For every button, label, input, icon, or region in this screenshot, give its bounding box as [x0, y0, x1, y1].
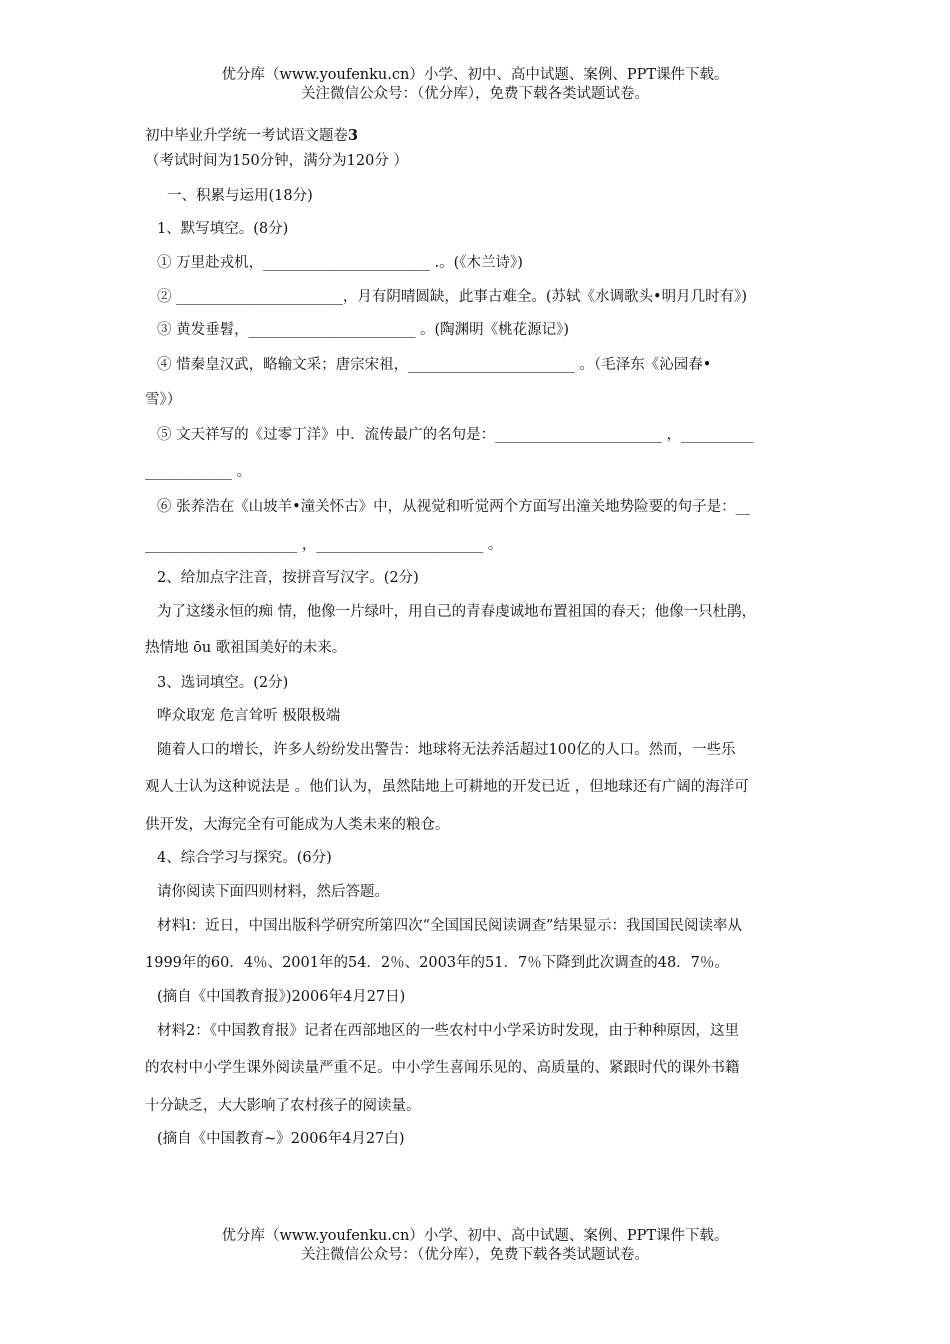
doc-title-text: 初中毕业升学统一考试语文题卷 [145, 128, 348, 144]
q1-heading: 1、默写填空。(8分) [157, 221, 289, 237]
q4-material-2-source: (摘自《中国教育~》2006年4月27白) [157, 1131, 405, 1147]
q4-material-1-source: (摘自《中国教育报》)2006年4月27日) [157, 989, 406, 1005]
q4-intro: 请你阅读下面四则材料，然后答题。 [157, 884, 389, 900]
q3-line-2: 观人士认为这种说法是 。他们认为，虽然陆地上可耕地的开发已近 ，但地球还有广阔的海洋可 [145, 779, 749, 795]
q4-heading: 4、综合学习与探究。(6分) [157, 850, 332, 866]
q2-line-2: 热情地 ōu 歌祖国美好的未来。 [145, 640, 347, 656]
q2-heading: 2、给加点字注音，按拼音写汉字。(2分) [157, 570, 419, 586]
q4-material-1a: 材料l：近日，中国出版科学研究所第四次“全国国民阅读调查”结果显示：我国国民阅读率从 [157, 918, 742, 934]
q3-heading: 3、选词填空。(2分) [157, 675, 289, 691]
q4-material-1b: 1999年的60．4％、2001年的54．2％、2003年的51．7％下降到此次调查的48．7％。 [145, 955, 729, 971]
header-line-2: 关注微信公众号：（优分库），免费下载各类试题试卷。 [301, 86, 649, 102]
footer-line-1: 优分库（www.youfenku.cn）小学、初中、高中试题、案例、PPT课件下载。 [221, 1228, 729, 1244]
header-line-1: 优分库（www.youfenku.cn）小学、初中、高中试题、案例、PPT课件下载。 [221, 67, 729, 83]
exam-info: （考试时间为150分钟，满分为120分 ） [145, 153, 408, 169]
q1-line-5a: ⑤ 文天祥写的《过零丁洋》中．流传最广的名句是：_______________________ ，__________ [157, 427, 754, 443]
q1-line-4a: ④ 惜秦皇汉武，略输文采；唐宗宋祖，_______________________ 。（毛泽东《沁园春• [157, 357, 712, 373]
q4-material-2a: 材料2：《中国教育报》记者在西部地区的一些农村中小学采访时发现，由于种种原因，这里 [157, 1023, 739, 1039]
q4-material-2b: 的农村中小学生课外阅读量严重不足。中小学生喜闻乐见的、高质量的、紧跟时代的课外书籍 [145, 1060, 740, 1076]
doc-title-number: 3 [348, 127, 359, 144]
q1-line-4b: 雪》） [145, 392, 182, 408]
doc-title [145, 126, 358, 146]
q4-material-2c: 十分缺乏，大大影响了农村孩子的阅读量。 [145, 1098, 421, 1114]
q1-line-2: ② _______________________，月有阴晴圆缺，此事古难全。(苏轼《水调歌头•明月几时有》) [157, 289, 747, 305]
section-1-heading: 一、积累与运用(18分) [167, 188, 313, 204]
q2-line-1: 为了这缕永恒的痴 情，他像一片绿叶，用自己的青春虔诚地布置祖国的春天；他像一只杜鹃， [157, 604, 757, 620]
q1-line-6b: _____________________ ，_______________________ 。 [145, 537, 503, 553]
q3-line-1: 随着人口的增长，许多人纷纷发出警告：地球将无法养活超过100亿的人口。然而，一些乐 [157, 742, 736, 758]
footer-line-2: 关注微信公众号：（优分库），免费下载各类试题试卷。 [301, 1247, 649, 1263]
q1-line-3: ③ 黄发垂髫，_______________________ 。(陶渊明《桃花源记》) [157, 322, 570, 338]
q1-line-1: ① 万里赴戎机，_______________________ .。(《木兰诗》) [157, 255, 523, 271]
q3-options: 哗众取宠 危言耸听 极限极端 [157, 708, 341, 724]
q1-line-5b: ____________ 。 [145, 464, 252, 480]
q1-line-6a: ⑥ 张养浩在《山坡羊•潼关怀古》中，从视觉和听觉两个方面写出潼关地势险要的句子是：__ [157, 499, 751, 515]
q3-line-3: 供开发，大海完全有可能成为人类未来的粮仓。 [145, 817, 450, 833]
